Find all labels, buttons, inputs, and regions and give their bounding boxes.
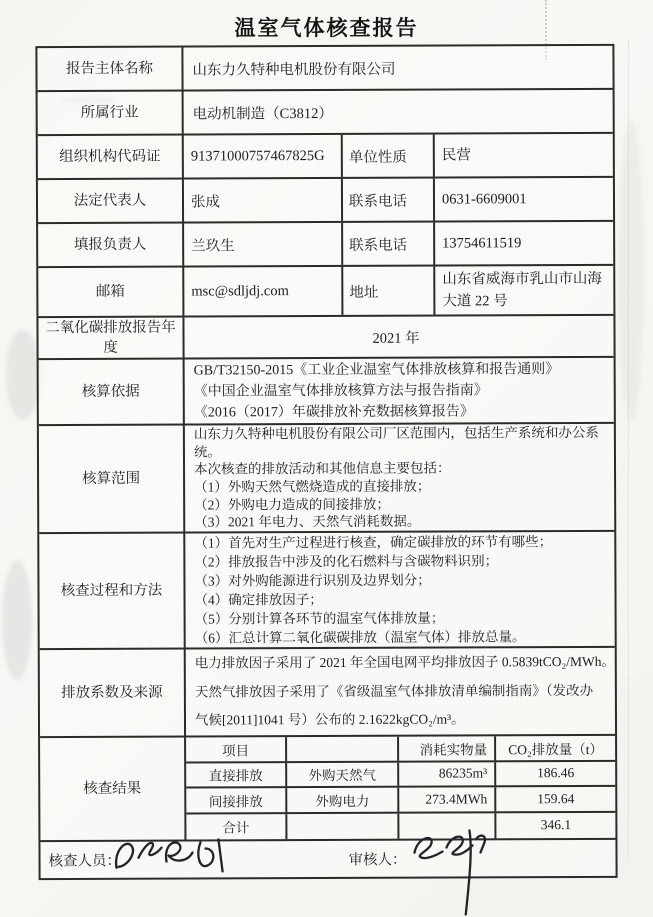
table-row-results [40,736,615,842]
scope-line: 山东力久特种电机股份有限公司厂区范围内，包括生产系统和办公系 [193,425,599,442]
field-value-legal-rep: 张成 [184,179,343,222]
results-header-item: 项目 [186,737,287,761]
results-header-co2: CO₂排放量（t） [508,741,603,758]
field-label-report-year: 二氧化碳排放报告年度 [38,318,184,359]
scope-line: （2）外购电力造成的间接排放； [194,496,390,513]
field-value-entity: 山东力久特种电机股份有限公司 [192,61,396,79]
process-line: （2）排放报告中涉及的化石燃料与含碳物料识别； [194,553,499,570]
table-row [37,46,612,92]
scope-line: （3）2021 年电力、天然气消耗数据。 [194,513,421,530]
page-title: 温室气体核查报告 [234,17,419,40]
field-label-org-code: 组织机构代码证 [38,136,184,179]
results-row-direct [186,761,615,788]
field-label-phone-1: 联系电话 [343,179,435,221]
field-value-address: 山东省威海市乳山市山海大道 22 号 [442,270,602,310]
section-content-process [185,532,614,648]
table-row [39,424,614,534]
results-cell: 间接排放 [186,788,287,812]
field-label-industry: 所属行业 [38,92,184,135]
section-label-scope: 核算范围 [39,426,185,533]
section-label-factors: 排放系数及来源 [40,650,186,737]
results-cell [287,813,399,839]
table-row [38,134,613,180]
section-content-factors [186,648,616,736]
field-value-phone-2: 13754611519 [442,235,522,252]
process-line: （4）确定排放因子； [194,592,323,608]
process-line: （6）汇总计算二氧化碳碳排放（温室气体）排放总量。 [194,629,526,646]
section-label-process: 核查过程和方法 [39,534,185,649]
field-label-entity: 报告主体名称 [37,48,183,91]
results-cell: 外购电力 [287,788,399,812]
field-value-unit-nature: 民营 [441,147,471,164]
section-content-scope [185,424,614,532]
process-line: （3）对外购能源进行识别及边界划分； [194,572,431,589]
field-label-email: 邮箱 [38,268,184,317]
table-row [40,648,615,738]
field-value-industry: 电动机制造（C3812） [192,105,333,123]
signature-row [40,840,615,878]
results-cell: 86235m³ [399,762,496,786]
scope-line: 统。 [193,444,221,460]
field-label-filler: 填报负责人 [38,224,184,267]
table-row [38,266,613,318]
table-row [38,90,613,136]
results-cell: 273.4MWh [399,787,496,811]
results-header-row [186,736,615,763]
table-row [39,358,614,426]
field-label-legal-rep: 法定代表人 [38,180,184,223]
results-cell: 159.64 [537,790,575,806]
basis-line: GB/T32150-2015《工业企业温室气体排放核算和报告通则》 [193,361,560,379]
field-value-org-code: 91371000757467825G [184,135,343,178]
field-value-report-year: 2021 年 [372,330,420,347]
field-value-phone-1: 0631-6609001 [441,191,527,208]
section-label-results: 核查结果 [40,738,186,841]
field-value-filler: 兰玖生 [184,223,343,266]
scope-line: （1）外购天然气燃烧造成的直接排放； [194,478,431,495]
field-value-email: msc@sdljdj.com [184,267,343,316]
process-line: （1）首先对生产过程进行核查，确定碳排放的环节有哪些； [194,534,553,551]
process-line: （5）分别计算各环节的温室气体排放量； [194,610,445,627]
table-row [38,222,613,268]
table-row [38,178,613,224]
table-row [39,532,614,650]
results-cell: 直接排放 [186,763,287,787]
scope-line: 本次核查的排放活动和其他信息主要包括： [193,460,451,477]
results-table [186,736,615,840]
basis-line: 《中国企业温室气体排放核算方法与报告指南》 [193,382,488,400]
results-row-indirect [186,787,615,814]
section-label-basis: 核算依据 [39,360,185,425]
field-label-address: 地址 [343,267,435,315]
results-cell: 186.46 [537,765,575,781]
field-label-phone-2: 联系电话 [343,223,435,265]
reviewer-label: 审核人： [348,852,407,869]
results-header-empty [287,737,399,761]
results-header-quantity: 消耗实物量 [399,736,496,760]
section-content-basis [185,358,614,424]
results-cell: 346.1 [540,817,572,833]
reviewer-signature-image [406,826,506,917]
report-table [35,44,617,880]
basis-line: 《2016（2017）年碳排放补充数据核算报告》 [193,403,474,421]
factor-line: 天然气排放因子采用了《省级温室气体排放清单编制指南》（发改办 [194,682,594,700]
factor-line: 气候[2011]1041 号）公布的 2.1622kgCO₂/m³。 [194,711,465,728]
verifier-signature-image [110,833,230,885]
field-label-unit-nature: 单位性质 [343,135,435,177]
results-cell: 外购天然气 [287,762,399,786]
factor-line: 电力排放因子采用了 2021 年全国电网平均排放因子 0.5839tCO₂/MWh。 [194,654,616,671]
results-row-total [186,812,615,839]
results-cell: 合计 [186,814,287,840]
table-row [38,316,613,360]
verifier-label: 核查人员： [48,853,122,870]
